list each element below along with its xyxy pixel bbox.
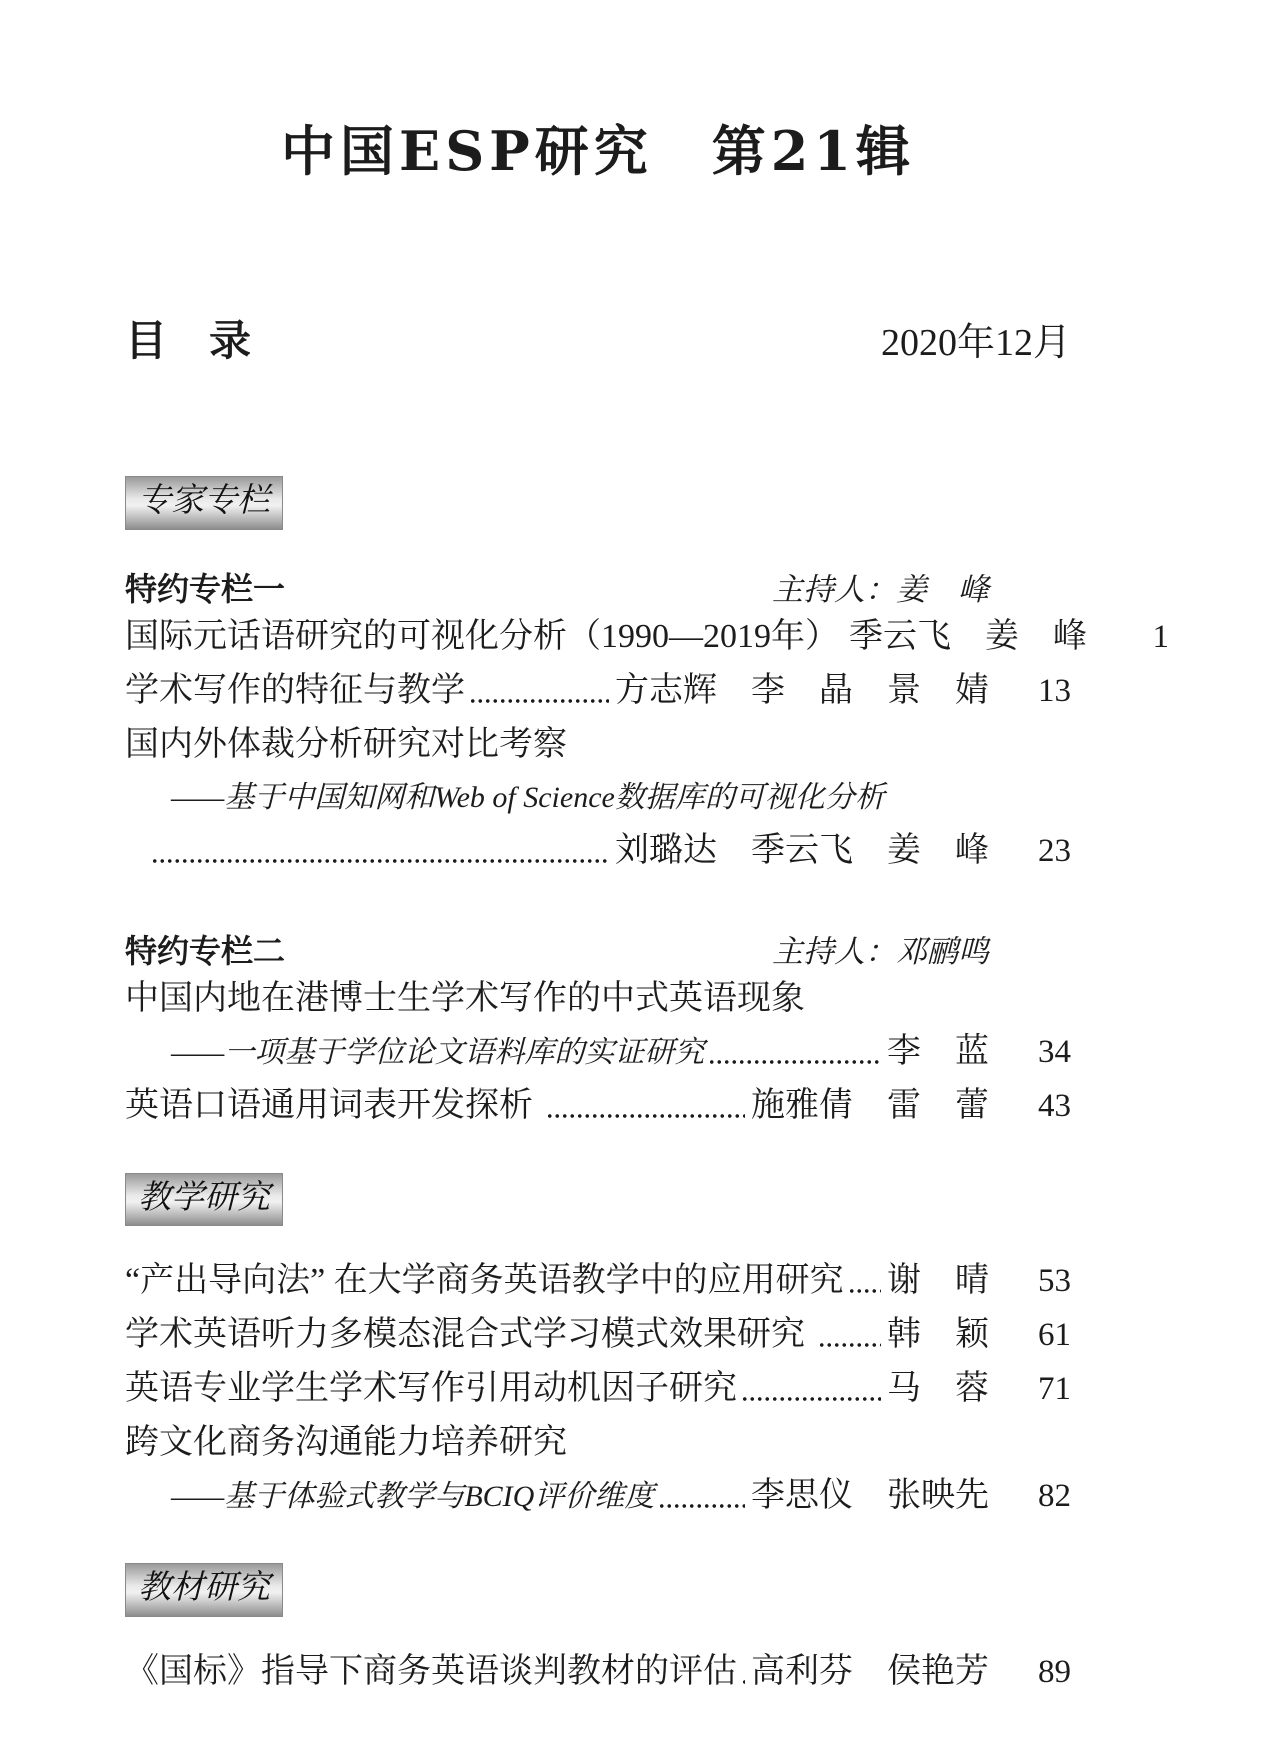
entry-page-number: 43 bbox=[1038, 1087, 1071, 1124]
toc-heading: 目 录 bbox=[125, 319, 252, 366]
toc-entry bbox=[125, 1308, 1071, 1362]
entry-page-number: 1 bbox=[1152, 618, 1169, 655]
dot-leader bbox=[546, 1113, 746, 1119]
entry-title: 学术写作的特征与教学 bbox=[125, 671, 465, 709]
entry-authors: 季云飞 姜 峰 bbox=[849, 617, 1087, 655]
entry-title: 跨文化商务沟通能力培养研究 bbox=[125, 1424, 567, 1462]
issue-date: 2020年12月 bbox=[880, 322, 1071, 365]
entry-page-number: 23 bbox=[1038, 832, 1071, 869]
toc-entry bbox=[125, 610, 1169, 664]
host-label: 主持人：邓鹂鸣 bbox=[772, 933, 989, 969]
entry-title: 国内外体裁分析研究对比考察 bbox=[125, 725, 567, 763]
entry-page-number: 13 bbox=[1038, 672, 1071, 709]
entry-authors: 马 蓉 bbox=[887, 1370, 989, 1408]
entry-page-number: 82 bbox=[1038, 1478, 1071, 1515]
toc-entry bbox=[125, 1416, 1071, 1469]
group-heading: 特约专栏一 bbox=[125, 570, 286, 607]
entry-title: 英语专业学生学术写作引用动机因子研究 bbox=[125, 1370, 737, 1408]
entry-title: 国际元话语研究的可视化分析（1990—2019年） bbox=[125, 617, 839, 655]
section-badge-teaching-research: 教学研究 bbox=[125, 1173, 283, 1227]
entry-page-number: 34 bbox=[1038, 1033, 1071, 1070]
entry-subtitle: ——基于体验式教学与BCIQ评价维度 bbox=[171, 1480, 655, 1514]
dot-leader bbox=[708, 1059, 881, 1065]
entry-title: 中国内地在港博士生学术写作的中式英语现象 bbox=[125, 979, 805, 1017]
group-heading: 特约专栏二 bbox=[125, 932, 286, 969]
toc-entry-subtitle bbox=[125, 1025, 1071, 1079]
host-label: 主持人：姜 峰 bbox=[772, 571, 989, 607]
dot-leader bbox=[848, 1288, 881, 1294]
dot-leader bbox=[151, 858, 609, 864]
dot-leader bbox=[658, 1503, 745, 1509]
toc-header bbox=[125, 308, 1071, 368]
toc-entry bbox=[125, 718, 1071, 771]
entry-title: 英语口语通用词表开发探析 bbox=[125, 1086, 542, 1124]
dot-leader bbox=[818, 1342, 882, 1348]
dot-leader bbox=[741, 1679, 745, 1685]
toc-entry-subtitle bbox=[125, 1469, 1071, 1523]
group-header-special-column-2 bbox=[125, 926, 1071, 972]
toc-entry bbox=[125, 1362, 1071, 1416]
entry-page-number: 53 bbox=[1038, 1263, 1071, 1300]
entry-authors: 李 蓝 bbox=[887, 1032, 989, 1070]
entry-page-number: 71 bbox=[1038, 1371, 1071, 1408]
entry-subtitle: ——一项基于学位论文语料库的实证研究 bbox=[171, 1035, 705, 1069]
entry-title: 学术英语听力多模态混合式学习模式效果研究 bbox=[125, 1316, 814, 1354]
entry-subtitle: ——基于中国知网和Web of Science数据库的可视化分析 bbox=[171, 780, 885, 814]
section-badge-textbook-research: 教材研究 bbox=[125, 1563, 283, 1617]
group-header-special-column-1 bbox=[125, 564, 1071, 610]
entry-authors: 谢 晴 bbox=[887, 1262, 989, 1300]
toc-entry bbox=[125, 972, 1071, 1025]
toc-entry bbox=[125, 1254, 1071, 1308]
journal-title: 中国ESP研究 第21辑 bbox=[281, 119, 915, 183]
toc-entry-subtitle bbox=[125, 771, 1071, 824]
toc-entry bbox=[125, 1079, 1071, 1133]
entry-title: 《国标》指导下商务英语谈判教材的评估 bbox=[125, 1652, 737, 1690]
entry-page-number: 89 bbox=[1038, 1653, 1071, 1690]
toc-entry bbox=[125, 664, 1071, 718]
entry-authors: 方志辉 李 晶 景 婧 bbox=[615, 671, 989, 709]
entry-authors: 李思仪 张映先 bbox=[751, 1477, 989, 1515]
entry-page-number: 61 bbox=[1038, 1317, 1071, 1354]
toc-entry bbox=[125, 1645, 1071, 1699]
section-badge-expert-column: 专家专栏 bbox=[125, 476, 283, 530]
dot-leader bbox=[469, 698, 609, 704]
entry-authors: 韩 颖 bbox=[887, 1316, 989, 1354]
entry-authors: 施雅倩 雷 蕾 bbox=[751, 1086, 989, 1124]
entry-title: “产出导向法” 在大学商务英语教学中的应用研究 bbox=[125, 1262, 844, 1300]
dot-leader bbox=[741, 1396, 881, 1402]
entry-authors: 高利芬 侯艳芳 bbox=[751, 1652, 989, 1690]
entry-authors: 刘璐达 季云飞 姜 峰 bbox=[615, 831, 989, 869]
toc-entry-continuation bbox=[147, 824, 1071, 878]
